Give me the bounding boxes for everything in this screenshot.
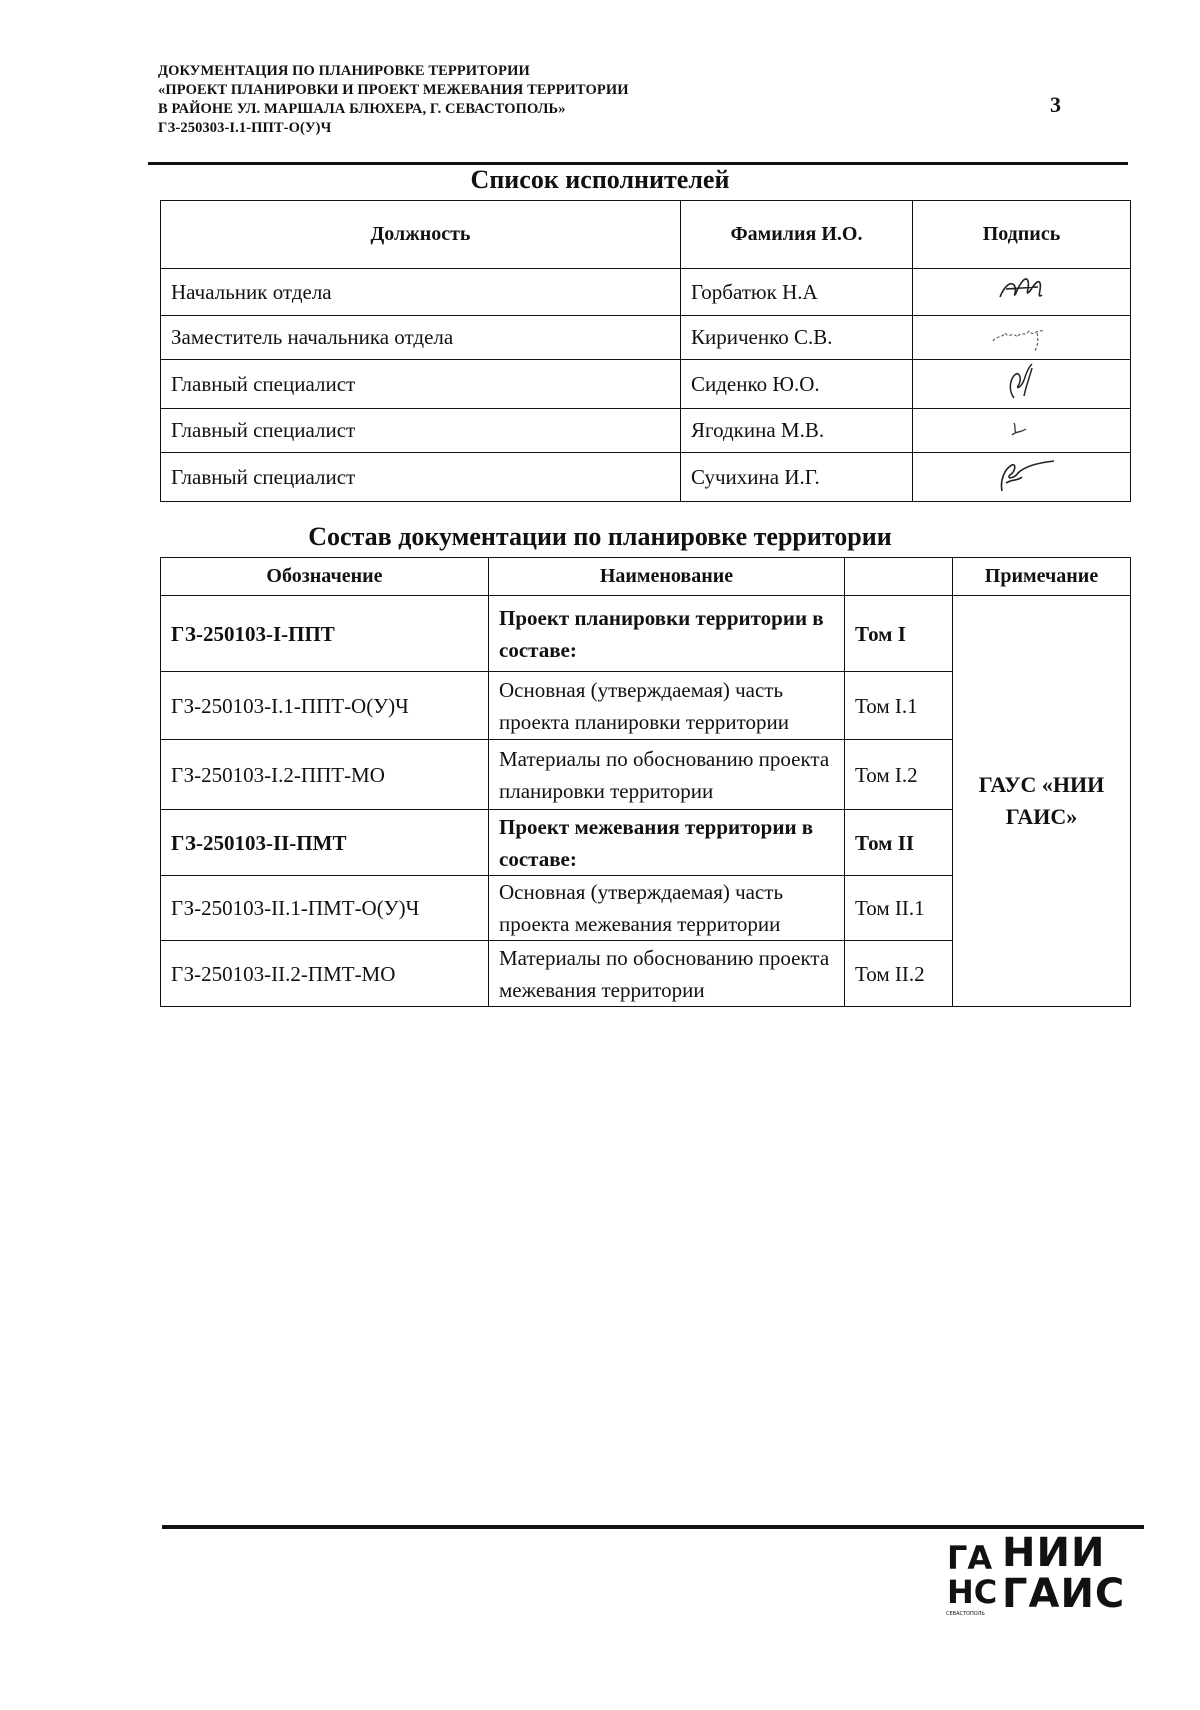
nii-gais-logo-mark xyxy=(945,1537,1001,1617)
logo-mark-glyph: ГА xyxy=(947,1539,993,1577)
name-cell: Горбатюк Н.А xyxy=(681,269,913,316)
header-line-1: ДОКУМЕНТАЦИЯ ПО ПЛАНИРОВКЕ ТЕРРИТОРИИ xyxy=(158,63,530,79)
title-cell: Проект планировки территории в составе: xyxy=(489,596,845,672)
title-cell: Проект межевания территории в составе: xyxy=(489,810,845,876)
code-cell: ГЗ-250103-II.1-ПМТ-О(У)Ч xyxy=(161,876,489,941)
name-cell: Ягодкина М.В. xyxy=(681,409,913,453)
title-cell: Материалы по обоснованию проекта межевания территории xyxy=(489,941,845,1007)
name-cell: Сиденко Ю.О. xyxy=(681,360,913,409)
table-row xyxy=(161,269,1131,316)
documents-title: Состав документации по планировке территории xyxy=(308,522,892,551)
column-header-title: Наименование xyxy=(489,558,845,596)
position-cell: Начальник отдела xyxy=(161,269,681,316)
handwritten-signature xyxy=(982,453,1062,495)
signature-cell xyxy=(913,269,1131,316)
logo-tagline: СЕВАСТОПОЛЬ xyxy=(946,1611,985,1617)
documents-table xyxy=(160,557,1131,1007)
position-cell: Главный специалист xyxy=(161,360,681,409)
logo-text-line-1: НИИ xyxy=(1002,1530,1106,1576)
volume-cell: Том I.1 xyxy=(845,672,953,740)
logo-text-line-2: ГАИС xyxy=(1002,1571,1126,1617)
position-cell: Главный специалист xyxy=(161,409,681,453)
table-row xyxy=(161,409,1131,453)
header-line-2: «ПРОЕКТ ПЛАНИРОВКИ И ПРОЕКТ МЕЖЕВАНИЯ ТЕРРИТОРИИ xyxy=(158,82,629,98)
performers-header-row xyxy=(161,201,1131,269)
handwritten-signature xyxy=(992,360,1052,402)
header-line-3: В РАЙОНЕ УЛ. МАРШАЛА БЛЮХЕРА, Г. СЕВАСТОПОЛЬ» xyxy=(158,101,566,117)
handwritten-signature xyxy=(987,317,1057,353)
code-cell: ГЗ-250103-I.1-ППТ-О(У)Ч xyxy=(161,672,489,740)
table-row xyxy=(161,360,1131,409)
column-header-note: Примечание xyxy=(953,558,1131,596)
performers-table xyxy=(160,200,1131,502)
handwritten-signature xyxy=(1002,413,1042,443)
signature-cell xyxy=(913,360,1131,409)
volume-cell: Том II.1 xyxy=(845,876,953,941)
handwritten-signature xyxy=(992,269,1052,309)
table-row xyxy=(161,453,1131,502)
column-header-name: Фамилия И.О. xyxy=(681,201,913,269)
code-cell: ГЗ-250103-II-ПМТ xyxy=(161,810,489,876)
column-header-volume xyxy=(845,558,953,596)
code-cell: ГЗ-250103-II.2-ПМТ-МО xyxy=(161,941,489,1007)
title-cell: Материалы по обоснованию проекта планировки территории xyxy=(489,740,845,810)
page-number: 3 xyxy=(1050,92,1061,117)
table-row xyxy=(161,596,1131,672)
name-cell: Сучихина И.Г. xyxy=(681,453,913,502)
signature-cell xyxy=(913,453,1131,502)
column-header-signature: Подпись xyxy=(913,201,1131,269)
table-row xyxy=(161,316,1131,360)
performers-title: Список исполнителей xyxy=(470,165,730,194)
logo-mark-glyph: НС xyxy=(947,1573,998,1611)
code-cell: ГЗ-250103-I.2-ППТ-МО xyxy=(161,740,489,810)
signature-cell xyxy=(913,409,1131,453)
position-cell: Заместитель начальника отдела xyxy=(161,316,681,360)
volume-cell: Том II xyxy=(845,810,953,876)
title-cell: Основная (утверждаемая) часть проекта планировки территории xyxy=(489,672,845,740)
column-header-code: Обозначение xyxy=(161,558,489,596)
title-cell: Основная (утверждаемая) часть проекта межевания территории xyxy=(489,876,845,941)
name-cell: Кириченко С.В. xyxy=(681,316,913,360)
volume-cell: Том I xyxy=(845,596,953,672)
document-header xyxy=(158,62,918,138)
note-cell: ГАУС «НИИ ГАИС» xyxy=(953,596,1131,1007)
volume-cell: Том II.2 xyxy=(845,941,953,1007)
column-header-position: Должность xyxy=(161,201,681,269)
code-cell: ГЗ-250103-I-ППТ xyxy=(161,596,489,672)
documents-header-row xyxy=(161,558,1131,596)
footer-rule xyxy=(162,1525,1144,1529)
position-cell: Главный специалист xyxy=(161,453,681,502)
header-line-4: ГЗ-250303-I.1-ППТ-О(У)Ч xyxy=(158,120,332,136)
signature-cell xyxy=(913,316,1131,360)
volume-cell: Том I.2 xyxy=(845,740,953,810)
